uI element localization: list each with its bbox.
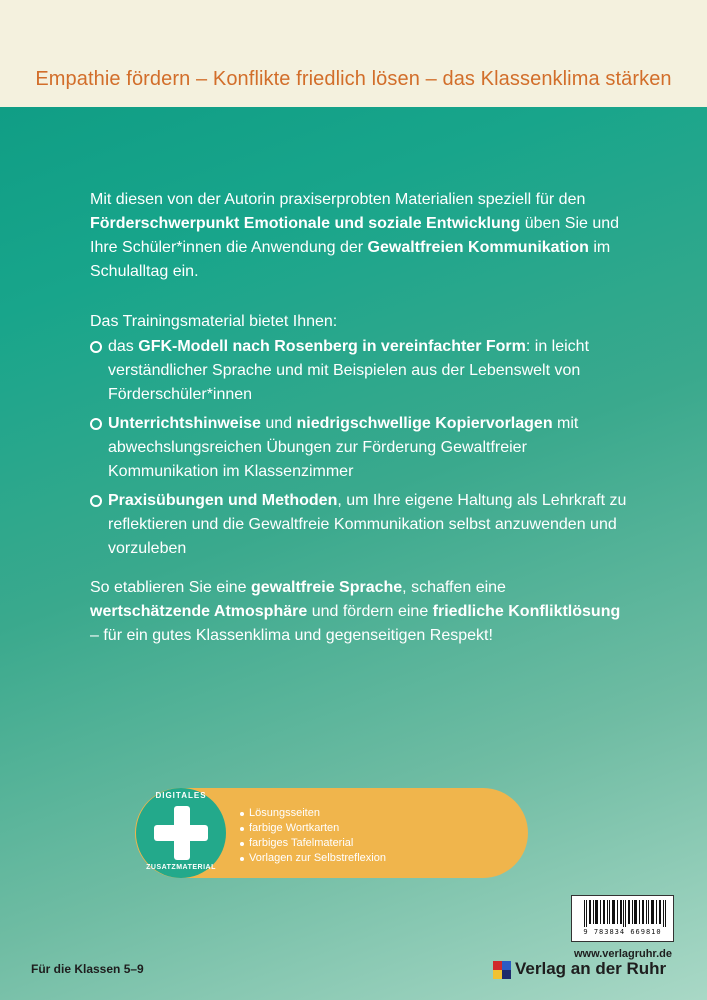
intro-text-2: üben Sie und Ihre Schüler*innen die Anwendung der [90,215,620,256]
offer-3-bold: Praxisübungen und Methoden [108,492,338,509]
ring-bullet-icon [90,341,102,353]
tagline: Empathie fördern – Konflikte friedlich lösen – das Klassenklima stärken [35,68,672,90]
offer-1-pre: das [108,338,139,355]
list-item: farbige Wortkarten [240,821,386,836]
intro-bold-1: Förderschwerpunkt Emotionale und soziale Entwicklung [90,215,521,232]
publisher-name: Verlag an der Ruhr [515,959,667,978]
publisher-url[interactable]: www.verlagruhr.de [573,948,672,960]
plus-icon-bar [154,825,208,841]
offer-3-text: , um Ihre eigene Haltung als Lehrkraft zu reflektieren und die Gewaltfreie Kommunikation selbst anzuwenden und vorzuleben [108,492,627,557]
list-item: Vorlagen zur Selbstreflexion [240,851,386,866]
offer-2-text-2: mit abwechslungsreichen Übungen zur Förderung Gewaltfreier Kommunikation im Klassenzimmer [108,415,579,480]
digital-badge [136,788,226,878]
barcode [571,895,674,942]
ring-bullet-icon [90,495,102,507]
closing-bold-3: friedliche Konfliktlösung [432,603,621,620]
grade-range: Für die Klassen 5–9 [31,962,144,976]
digital-material-list [240,806,386,866]
badge-bottom-label: ZUSATZMATERIAL [146,864,216,871]
closing-text-4: – für ein gutes Klassenklima und gegenseitigen Respekt! [90,627,493,644]
closing-paragraph [90,576,630,648]
offer-2-text-1: und [260,415,297,432]
intro-paragraph [90,188,630,284]
closing-text-3: und fördern eine [307,603,433,620]
offer-2-bold-2: niedrigschwellige Kopiervorlagen [296,415,553,432]
intro-text-1: Mit diesen von der Autorin praxiserprobten Materialien speziell für den [90,191,586,208]
offer-intro: Das Trainingsmaterial bietet Ihnen: [90,313,338,330]
closing-bold-1: gewaltfreie Sprache [251,579,403,596]
closing-text-2: , schaffen eine [402,579,506,596]
intro-text-3: im Schulalltag ein. [90,239,611,280]
intro-text [90,188,630,284]
offer-2-bold-1: Unterrichtshinweise [108,415,261,432]
publisher [493,959,673,981]
badge-top-label: DIGITALES [155,791,207,800]
list-item [90,489,630,561]
intro-bold-2: Gewaltfreien Kommunikation [367,239,589,256]
publisher-logo-icon [493,961,511,979]
offer-list [90,335,630,566]
closing-bold-2: wertschätzende Atmosphäre [90,603,308,620]
ring-bullet-icon [90,418,102,430]
barcode-number: 9 783834 669810 [583,928,662,936]
closing-text-1: So etablieren Sie eine [90,579,251,596]
list-item: farbiges Tafelmaterial [240,836,386,851]
list-item [90,335,630,407]
list-item [90,412,630,484]
list-item: Lösungsseiten [240,806,386,821]
offer-1-bold: GFK-Modell nach Rosenberg in vereinfachter Form [138,338,526,355]
offer-1-text: : in leicht verständlicher Sprache und mit Beispielen aus der Lebenswelt von Förderschüler*innen [108,338,590,403]
barcode-bars [584,900,666,927]
